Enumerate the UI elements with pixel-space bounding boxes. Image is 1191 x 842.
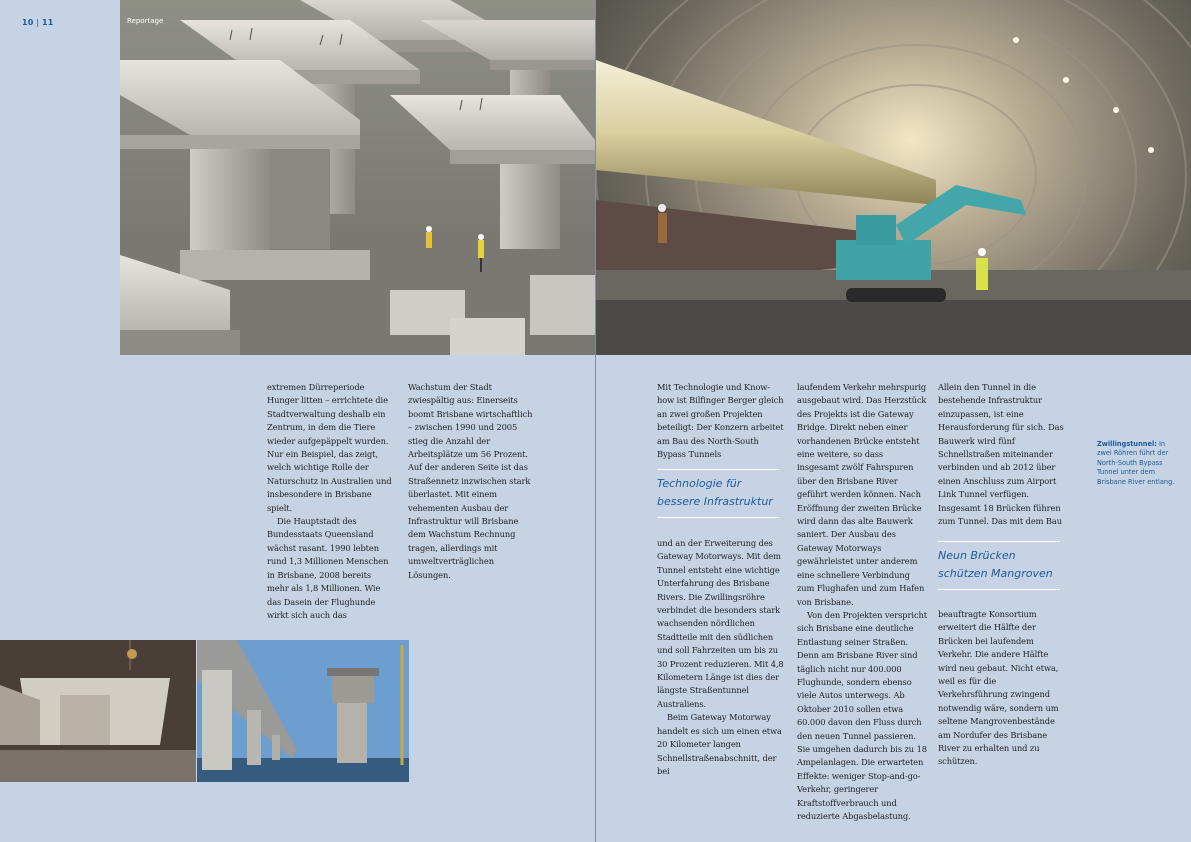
page-number-separator: | xyxy=(33,18,42,27)
page-numbers xyxy=(22,18,53,27)
right-text-column-3 xyxy=(938,381,1066,528)
right-text-column-1 xyxy=(657,381,785,461)
left-text-column-1 xyxy=(267,381,392,622)
right-col1-paragraph-3: Beim Gateway Motorway handelt es sich um einen etwa 20 Kilometer langen Schnellstraßenabschnitt, der bei xyxy=(657,712,782,776)
photo-caption xyxy=(1097,440,1177,487)
right-col2-paragraph-1: laufendem Verkehr mehrspurig ausgebaut wird. Das Herzstück des Projekts ist die Gateway Bridge. Direkt neben einer vorhandenen Brücke entsteht eine weitere, so dass insgesamt zwölf Fahrspuren über den Brisbane River geführt werden können. Nach Eröffnung der zweiten Brücke wird dann das alte Bauwerk saniert. Der Ausbau des Gateway Motorways gewährleistet unter anderem eine schnellere Verbindung zum Flughafen und zum Hafen von Brisbane. xyxy=(797,382,927,607)
right-col3-paragraph-2: beauftragte Konsortium erweitert die Hälfte der Brücken bei laufendem Verkehr. Die andere Hälfte wird neu gebaut. Nicht etwa, weil es für die Verkehrsführung zwingend notwendig wäre, sondern um seltene Mangrovenbestände am Nordufer des Brisbane River zu erhalten und zu schützen. xyxy=(938,609,1059,767)
right-col3-paragraph-1: Allein den Tunnel in die bestehende Infrastruktur einzupassen, ist eine Herausforderung für sich. Das Bauwerk wird fünf Schnellstraßen miteinander verbinden und ab 2012 über einen Anschluss zum Airport Link Tunnel verfügen. Insgesamt 18 Brücken führen zum Tunnel. Das mit dem Bau xyxy=(938,382,1064,527)
photo-bridge-segments xyxy=(120,0,595,355)
right-col1-paragraph-2: und an der Erweiterung des Gateway Motorways. Mit dem Tunnel entsteht eine wichtige Unterfahrung des Brisbane Rivers. Die Zwillingsröhre verbindet die besonders stark wachsenden nördlichen Stadtteile mit den südlichen und soll Fahrzeiten um bis zu 30 Prozent reduzieren. Mit 4,8 Kilometern Länge ist dies der längste Straßentunnel Australiens. xyxy=(657,538,784,709)
subhead-mangroven: Neun Brücken schützen Mangroven xyxy=(938,541,1060,590)
tunnel-illustration xyxy=(596,0,1191,355)
left-col1-paragraph-1: extremen Dürreperiode Hunger litten – errichtete die Stadtverwaltung deshalb ein Zentrum, in dem die Tiere wieder aufgepäppelt wurden. Nur ein Beispiel, das zeigt, welch wichtige Rolle der Naturschutz in Australien und insbesondere in Brisbane spielt. xyxy=(267,382,392,513)
left-col1-paragraph-2: Die Hauptstadt des Bundesstaats Queensland wächst rasant. 1990 lebten rund 1,3 Millionen Menschen in Brisbane, 2008 bereits mehr als 1,8 Millionen. Wie das Dasein der Flughunde wirkt sich auch das xyxy=(267,516,389,620)
photo-tunnel-interior xyxy=(596,0,1191,355)
section-label: Reportage xyxy=(127,17,164,25)
subhead-technologie: Technologie für bessere Infrastruktur xyxy=(657,469,779,518)
right-text-column-3-continued xyxy=(938,608,1066,769)
bridge-segments-illustration xyxy=(120,0,595,355)
caption-title: Zwillingstunnel: xyxy=(1097,440,1157,448)
precast-segment-illustration xyxy=(0,640,196,782)
right-col1-paragraph-1: Mit Technologie und Know-how ist Bilfinger Berger gleich an zwei großen Projekten beteiligt: Der Konzern arbeitet am Bau des North-South Bypass Tunnels xyxy=(657,382,784,460)
caption-text: In zwei Röhren führt der North-South Bypass Tunnel unter dem Brisbane River entlang. xyxy=(1097,440,1175,486)
left-text-column-2 xyxy=(408,381,534,582)
right-text-column-2 xyxy=(797,381,927,823)
right-col2-paragraph-2: Von den Projekten verspricht sich Brisbane eine deutliche Entlastung seiner Straßen. Denn am Brisbane River sind täglich nicht nur 400.000 Flughunde, sondern ebenso viele Autos unterwegs. Ab Oktober 2010 sollen etwa 60.000 davon den Fluss durch den neuen Tunnel passieren. Sie umgehen dadurch bis zu 18 Ampelanlagen. Die erwarteten Effekte: weniger Stop-and-go-Verkehr, geringerer Kraftstoffverbrauch und reduzierte Abgasbelastung. xyxy=(797,609,927,821)
left-col2-paragraph-1: Wachstum der Stadt zwiespältig aus: Einerseits boomt Brisbane wirtschaftlich – zwischen 1990 und 2005 stieg die Anzahl der Arbeitsplätze um 56 Prozent. Auf der anderen Seite ist das Straßennetz inzwischen stark überlastet. Mit einem vehementen Ausbau der Infrastruktur will Brisbane dem Wachstum Rechnung tragen, allerdings mit umweltverträglichen Lösungen. xyxy=(408,382,533,580)
page-number-right: 11 xyxy=(41,18,54,27)
page-number-left: 10 xyxy=(22,18,34,27)
photo-precast-segment xyxy=(0,640,196,782)
gateway-bridge-illustration xyxy=(197,640,409,782)
photo-gateway-bridge xyxy=(197,640,409,782)
right-text-column-1-continued xyxy=(657,537,785,778)
